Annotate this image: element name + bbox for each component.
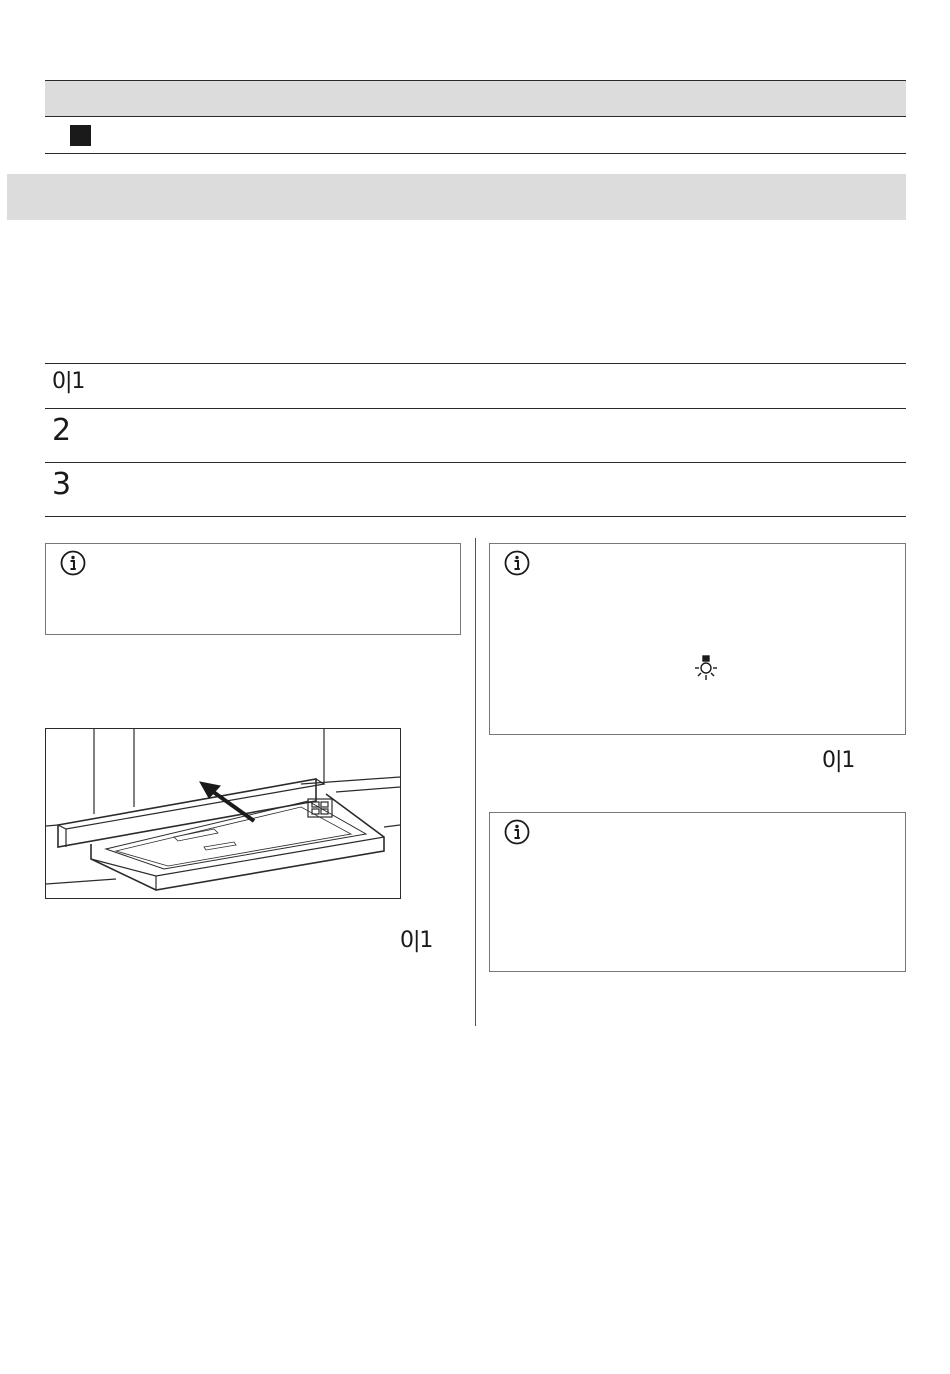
table-bottom-rule	[45, 153, 906, 154]
power-mode-label: 0|1	[52, 369, 85, 394]
hood-illustration	[45, 728, 401, 899]
right-info-note-2	[489, 812, 906, 972]
filled-square-icon	[70, 125, 91, 146]
left-power-symbol: 0|1	[400, 928, 433, 953]
hood-drawing	[46, 729, 400, 898]
right-info-note-1	[489, 543, 906, 735]
info-icon	[60, 550, 86, 576]
info-icon	[504, 550, 530, 576]
mode-table-top-rule	[45, 363, 906, 364]
info-icon	[504, 819, 530, 845]
column-divider	[475, 538, 476, 1026]
mode-table-bottom-rule	[45, 516, 906, 517]
right-power-symbol: 0|1	[822, 748, 855, 773]
left-info-note	[45, 543, 461, 635]
speed-3-label: 3	[52, 467, 72, 502]
mode-table-rule	[45, 408, 906, 409]
light-bulb-icon	[694, 655, 718, 681]
mode-table-rule	[45, 462, 906, 463]
speed-2-label: 2	[52, 413, 72, 448]
section-heading-band	[7, 174, 906, 220]
table-header-row	[45, 80, 906, 117]
